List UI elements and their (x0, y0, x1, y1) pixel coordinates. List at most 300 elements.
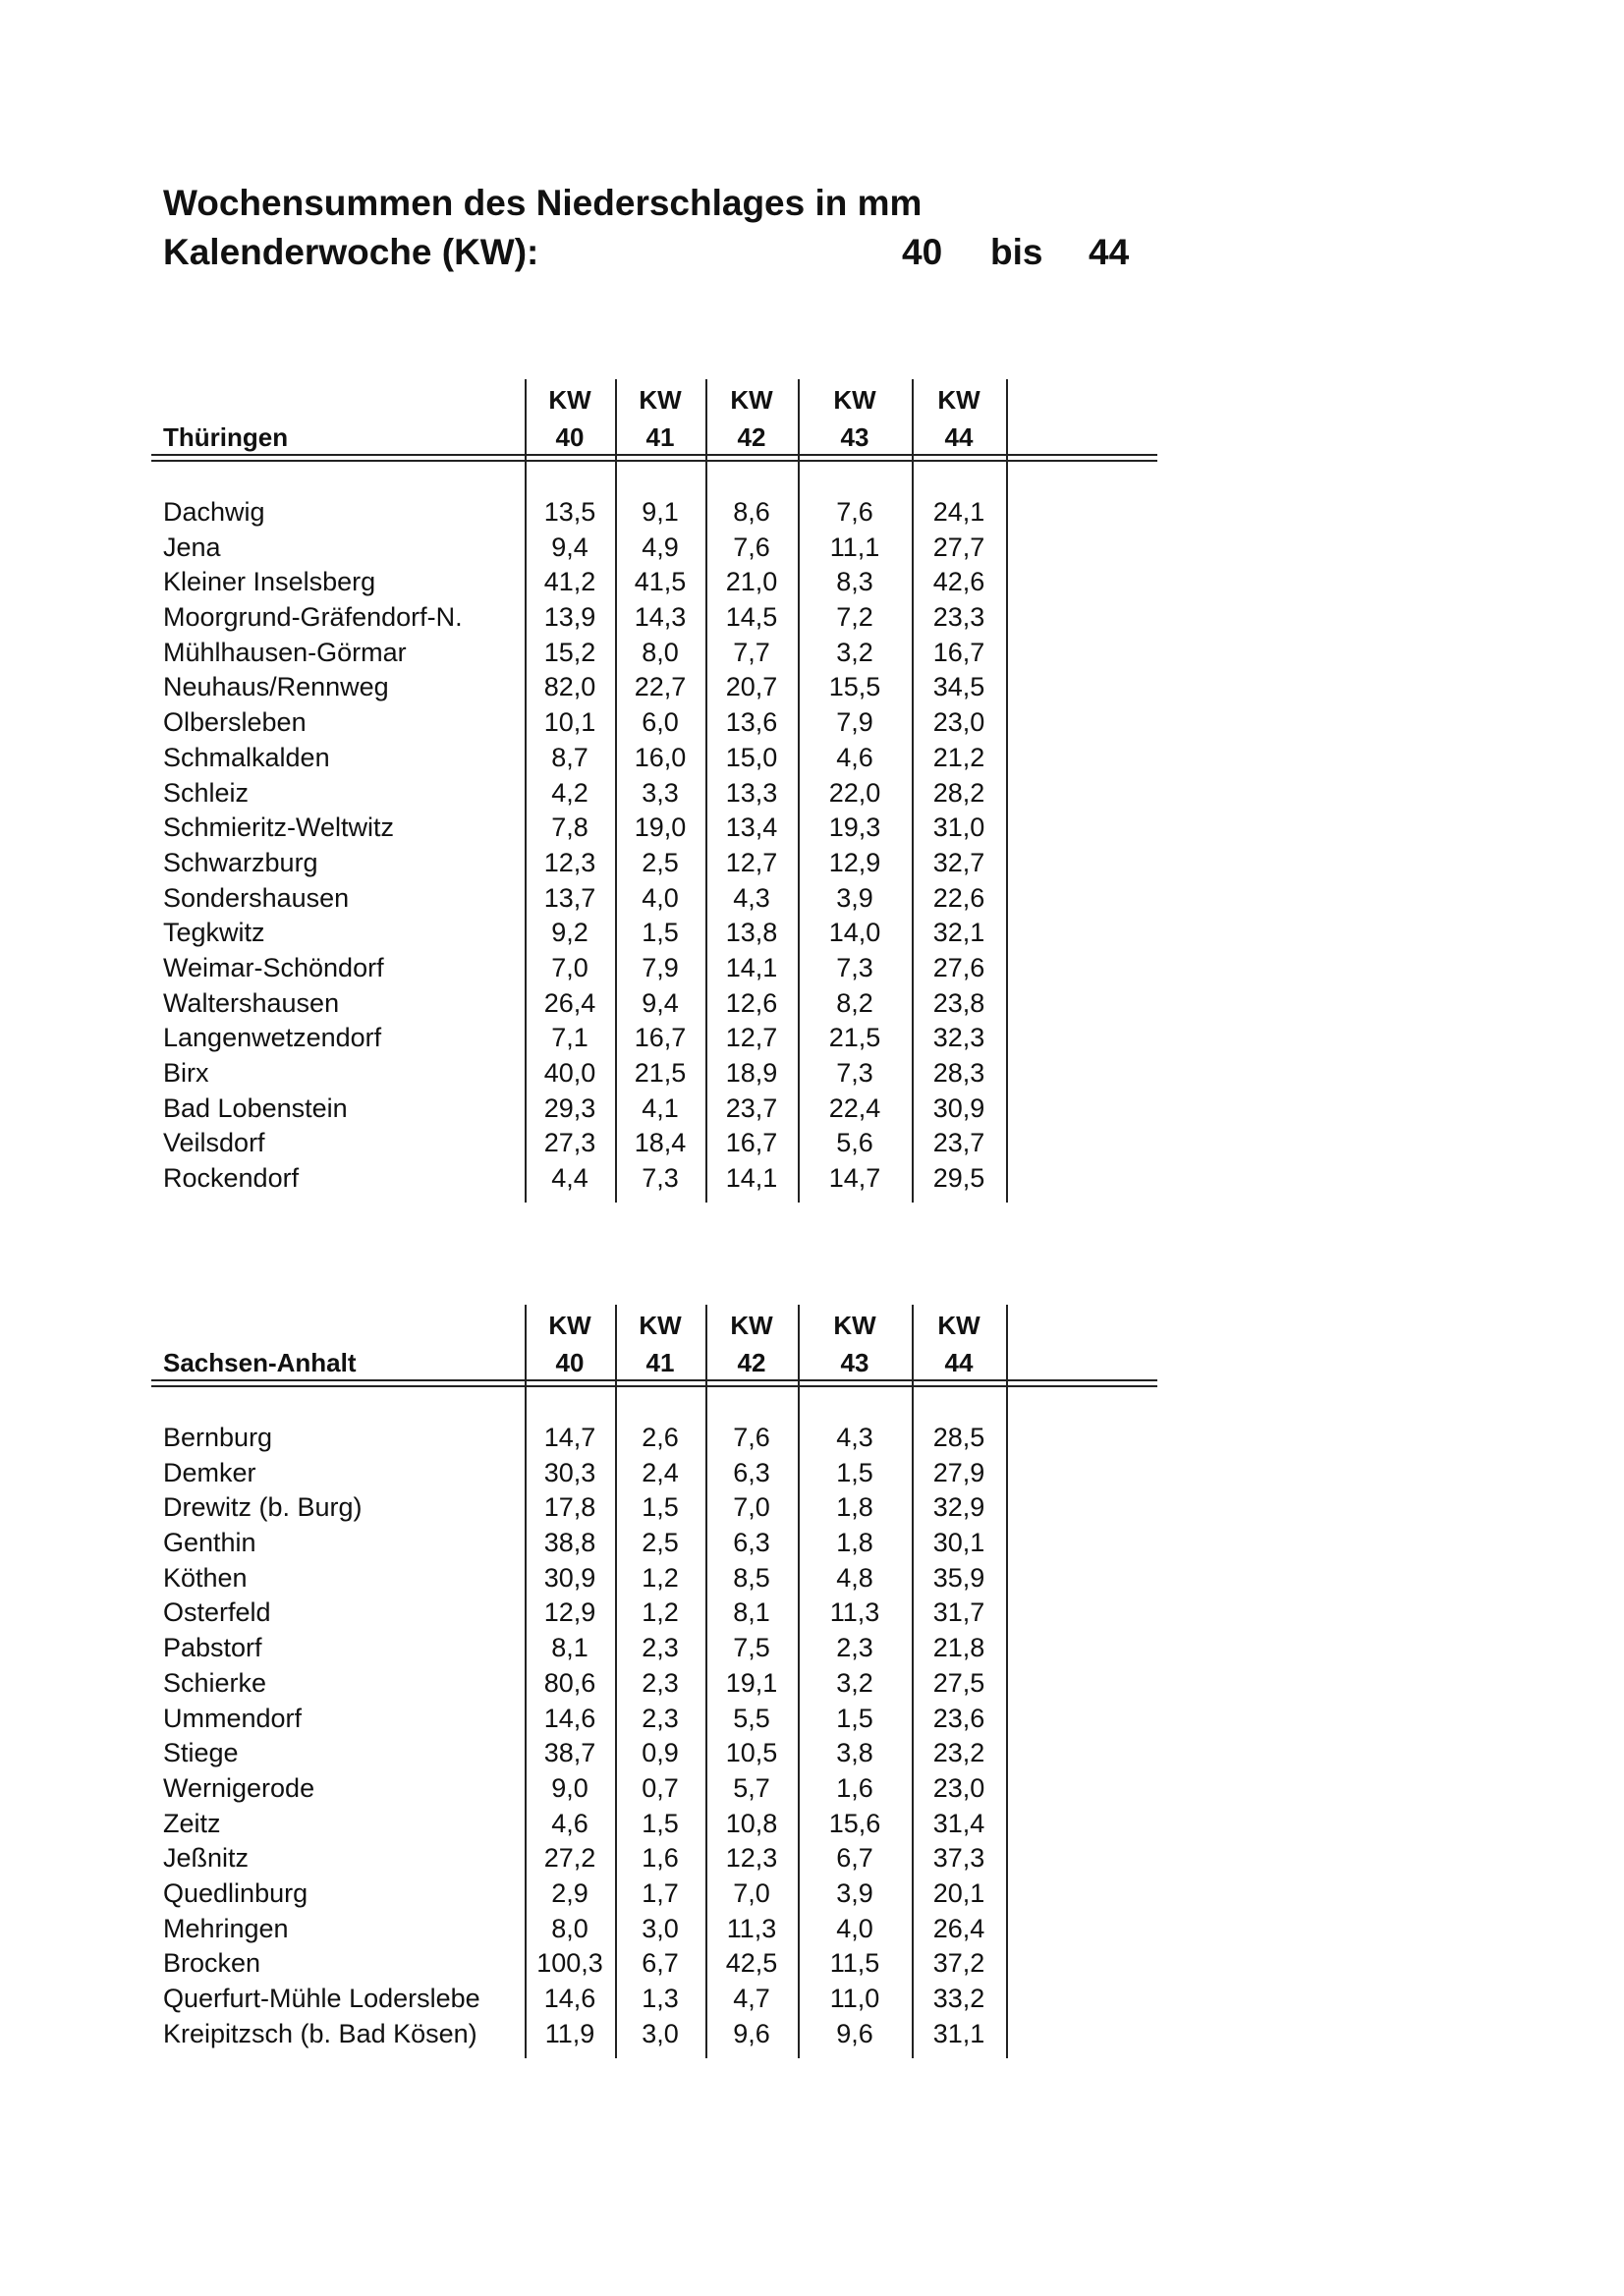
precipitation-value: 30,1 (932, 1528, 985, 1558)
precipitation-value: 21,0 (725, 567, 778, 597)
precipitation-value: 23,8 (932, 987, 985, 1018)
table-row (151, 1666, 1159, 1702)
table-row (151, 1771, 1159, 1807)
precipitation-value: 8,6 (733, 497, 770, 527)
precipitation-value: 2,3 (642, 1667, 679, 1698)
precipitation-value: 9,6 (733, 2018, 770, 2048)
station-name: Schmieritz-Weltwitz (163, 812, 395, 843)
table-row (151, 741, 1159, 776)
precipitation-value: 0,7 (642, 1772, 679, 1803)
column-header-week: 44 (944, 422, 974, 452)
precipitation-value: 3,2 (836, 637, 873, 667)
table-row (151, 531, 1159, 566)
station-name: Neuhaus/Rennweg (163, 672, 389, 702)
precipitation-value: 31,4 (932, 1808, 985, 1838)
precipitation-value: 9,6 (836, 2018, 873, 2048)
station-name: Rockendorf (163, 1163, 300, 1194)
table-row (151, 1596, 1159, 1631)
precipitation-value: 8,2 (836, 987, 873, 1018)
precipitation-value: 4,3 (733, 882, 770, 913)
precipitation-value: 41,5 (634, 567, 687, 597)
table-row (151, 986, 1159, 1022)
station-name: Bernburg (163, 1423, 273, 1452)
precipitation-value: 27,7 (932, 532, 985, 562)
table-row (151, 1736, 1159, 1771)
column-header-kw: KW (833, 385, 876, 415)
precipitation-value: 12,6 (725, 987, 778, 1018)
precipitation-value: 4,8 (836, 1562, 873, 1593)
precipitation-value: 13,6 (725, 707, 778, 738)
precipitation-value: 1,6 (642, 1843, 679, 1874)
precipitation-value: 18,9 (725, 1058, 778, 1088)
table-row (151, 776, 1159, 812)
precipitation-value: 1,2 (642, 1597, 679, 1628)
station-name: Dachwig (163, 497, 265, 527)
station-name: Olbersleben (163, 707, 307, 738)
calendar-week-to: 44 (1089, 232, 1130, 272)
precipitation-value: 4,0 (642, 882, 679, 913)
precipitation-value: 15,2 (543, 637, 596, 667)
precipitation-value: 1,2 (642, 1562, 679, 1593)
precipitation-value: 42,5 (725, 1948, 778, 1979)
precipitation-value: 13,9 (543, 602, 596, 633)
table-row (151, 1126, 1159, 1161)
precipitation-value: 16,7 (932, 637, 985, 667)
column-header-kw: KW (639, 385, 682, 415)
precipitation-value: 22,7 (634, 672, 687, 702)
precipitation-value: 22,4 (828, 1092, 881, 1123)
precipitation-value: 30,9 (543, 1562, 596, 1593)
station-name: Osterfeld (163, 1597, 271, 1628)
table-row (151, 1161, 1159, 1197)
precipitation-value: 3,0 (642, 1913, 679, 1943)
precipitation-value: 28,5 (932, 1423, 985, 1452)
station-name: Stiege (163, 1738, 239, 1768)
precipitation-value: 29,5 (932, 1163, 985, 1194)
precipitation-value: 32,9 (932, 1492, 985, 1523)
precipitation-value: 9,1 (642, 497, 679, 527)
station-name: Mühlhausen-Görmar (163, 637, 407, 667)
table-row (151, 1092, 1159, 1127)
precipitation-value: 21,2 (932, 742, 985, 772)
column-header-kw: KW (548, 385, 591, 415)
precipitation-value: 1,6 (836, 1772, 873, 1803)
region-label: Sachsen-Anhalt (163, 1348, 357, 1377)
precipitation-value: 7,9 (642, 952, 679, 982)
precipitation-value: 12,9 (543, 1597, 596, 1628)
precipitation-value: 40,0 (543, 1058, 596, 1088)
table-row (151, 916, 1159, 951)
precipitation-value: 4,0 (836, 1913, 873, 1943)
precipitation-value: 29,3 (543, 1092, 596, 1123)
station-name: Köthen (163, 1562, 248, 1593)
precipitation-value: 1,5 (836, 1457, 873, 1487)
station-name: Demker (163, 1457, 256, 1487)
precipitation-value: 23,6 (932, 1703, 985, 1733)
precipitation-value: 41,2 (543, 567, 596, 597)
table-row (151, 565, 1159, 600)
precipitation-value: 35,9 (932, 1562, 985, 1593)
precipitation-value: 21,8 (932, 1633, 985, 1663)
table-thueringen (151, 379, 1159, 1203)
precipitation-value: 1,5 (642, 918, 679, 948)
precipitation-value: 7,0 (733, 1492, 770, 1523)
precipitation-value: 12,3 (725, 1843, 778, 1874)
precipitation-value: 12,7 (725, 847, 778, 877)
table-row (151, 881, 1159, 917)
precipitation-value: 11,5 (829, 1948, 880, 1979)
precipitation-value: 14,0 (828, 918, 881, 948)
column-header-kw: KW (833, 1311, 876, 1340)
precipitation-value: 1,3 (642, 1984, 679, 2013)
precipitation-value: 13,5 (543, 497, 596, 527)
precipitation-value: 9,4 (642, 987, 679, 1018)
station-name: Veilsdorf (163, 1128, 265, 1158)
precipitation-value: 2,3 (642, 1703, 679, 1733)
table-row (151, 1631, 1159, 1666)
precipitation-value: 3,3 (642, 777, 679, 808)
precipitation-value: 5,7 (733, 1772, 770, 1803)
precipitation-value: 22,0 (828, 777, 881, 808)
precipitation-value: 22,6 (932, 882, 985, 913)
table-row (151, 846, 1159, 881)
precipitation-value: 7,6 (733, 1423, 770, 1452)
precipitation-value: 19,1 (725, 1667, 778, 1698)
table-row (151, 1946, 1159, 1982)
precipitation-value: 28,3 (932, 1058, 985, 1088)
station-name: Sondershausen (163, 882, 350, 913)
table-row (151, 1526, 1159, 1561)
precipitation-value: 20,1 (932, 1877, 985, 1908)
region-label: Thüringen (163, 422, 289, 452)
precipitation-value: 4,6 (836, 742, 873, 772)
column-header-week: 41 (645, 422, 675, 452)
precipitation-value: 33,2 (932, 1984, 985, 2013)
precipitation-value: 28,2 (932, 777, 985, 808)
table-row (151, 1021, 1159, 1056)
table-body (151, 1421, 1159, 2051)
precipitation-value: 14,7 (828, 1163, 881, 1194)
station-name: Schierke (163, 1667, 267, 1698)
precipitation-value: 11,0 (829, 1984, 880, 2013)
precipitation-value: 17,8 (543, 1492, 596, 1523)
station-name: Tegkwitz (163, 918, 265, 948)
calendar-week-label: Kalenderwoche (KW): (163, 232, 539, 272)
column-header-kw: KW (937, 385, 980, 415)
precipitation-value: 82,0 (543, 672, 596, 702)
column-header-kw: KW (937, 1311, 980, 1340)
precipitation-value: 4,1 (642, 1092, 679, 1123)
header-rule (151, 1385, 1157, 1387)
precipitation-value: 23,2 (932, 1738, 985, 1768)
precipitation-value: 23,7 (725, 1092, 778, 1123)
precipitation-value: 31,1 (932, 2018, 985, 2048)
precipitation-value: 7,3 (642, 1163, 679, 1194)
table-row (151, 1421, 1159, 1456)
precipitation-value: 7,3 (836, 1058, 873, 1088)
precipitation-value: 3,9 (836, 882, 873, 913)
document-title: Wochensummen des Niederschlages in mm (163, 183, 923, 223)
precipitation-value: 21,5 (634, 1058, 687, 1088)
column-header-kw: KW (730, 385, 773, 415)
precipitation-value: 18,4 (634, 1128, 687, 1158)
precipitation-value: 15,0 (725, 742, 778, 772)
precipitation-value: 14,3 (634, 602, 687, 633)
precipitation-value: 5,6 (836, 1128, 873, 1158)
precipitation-value: 12,3 (543, 847, 596, 877)
precipitation-value: 10,5 (725, 1738, 778, 1768)
station-name: Birx (163, 1058, 209, 1088)
column-header-week: 43 (840, 422, 869, 452)
precipitation-value: 4,9 (642, 532, 679, 562)
precipitation-value: 23,0 (932, 1772, 985, 1803)
precipitation-value: 30,9 (932, 1092, 985, 1123)
header-rule (151, 1379, 1157, 1381)
precipitation-value: 7,6 (836, 497, 873, 527)
precipitation-value: 7,7 (733, 637, 770, 667)
table-row (151, 600, 1159, 636)
station-name: Genthin (163, 1528, 256, 1558)
precipitation-value: 8,0 (551, 1913, 588, 1943)
precipitation-value: 3,0 (642, 2018, 679, 2048)
station-name: Ummendorf (163, 1703, 303, 1733)
column-header-week: 42 (737, 422, 766, 452)
precipitation-value: 14,1 (725, 1163, 778, 1194)
table-row (151, 1912, 1159, 1947)
precipitation-value: 11,3 (726, 1913, 777, 1943)
precipitation-value: 13,4 (725, 812, 778, 843)
precipitation-value: 2,5 (642, 1528, 679, 1558)
precipitation-value: 27,6 (932, 952, 985, 982)
precipitation-value: 23,0 (932, 707, 985, 738)
precipitation-value: 16,7 (634, 1023, 687, 1053)
column-header-week: 44 (944, 1348, 974, 1377)
calendar-week-bis: bis (990, 232, 1043, 272)
precipitation-value: 26,4 (543, 987, 596, 1018)
precipitation-value: 37,2 (932, 1948, 985, 1979)
precipitation-value: 8,1 (733, 1597, 770, 1628)
precipitation-value: 10,1 (543, 707, 596, 738)
precipitation-value: 42,6 (932, 567, 985, 597)
precipitation-value: 31,0 (932, 812, 985, 843)
header-rule (151, 460, 1157, 462)
precipitation-value: 8,5 (733, 1562, 770, 1593)
precipitation-value: 7,5 (733, 1633, 770, 1663)
station-name: Pabstorf (163, 1633, 262, 1663)
table-row (151, 636, 1159, 671)
station-name: Moorgrund-Gräfendorf-N. (163, 602, 463, 633)
precipitation-value: 23,3 (932, 602, 985, 633)
precipitation-value: 14,6 (543, 1984, 596, 2013)
precipitation-value: 8,3 (836, 567, 873, 597)
precipitation-value: 1,7 (642, 1877, 679, 1908)
precipitation-value: 7,3 (836, 952, 873, 982)
header-rule (151, 454, 1157, 456)
table-sachsen-anhalt (151, 1305, 1159, 2058)
precipitation-value: 14,6 (543, 1703, 596, 1733)
precipitation-value: 7,9 (836, 707, 873, 738)
precipitation-value: 21,5 (828, 1023, 881, 1053)
column-header-kw: KW (730, 1311, 773, 1340)
precipitation-value: 13,8 (725, 918, 778, 948)
precipitation-value: 11,1 (829, 532, 880, 562)
precipitation-value: 4,7 (733, 1984, 770, 2013)
table-body (151, 495, 1159, 1197)
precipitation-value: 4,6 (551, 1808, 588, 1838)
table-row (151, 1982, 1159, 2017)
precipitation-value: 9,2 (551, 918, 588, 948)
station-name: Kreipitzsch (b. Bad Kösen) (163, 2018, 477, 2048)
precipitation-value: 16,7 (725, 1128, 778, 1158)
station-name: Schwarzburg (163, 847, 318, 877)
precipitation-value: 14,7 (543, 1423, 596, 1452)
precipitation-value: 27,2 (543, 1843, 596, 1874)
precipitation-value: 6,0 (642, 707, 679, 738)
precipitation-value: 8,0 (642, 637, 679, 667)
precipitation-value: 2,9 (551, 1877, 588, 1908)
precipitation-value: 32,3 (932, 1023, 985, 1053)
precipitation-value: 19,0 (634, 812, 687, 843)
precipitation-value: 24,1 (932, 497, 985, 527)
precipitation-value: 23,7 (932, 1128, 985, 1158)
column-header-week: 43 (840, 1348, 869, 1377)
precipitation-value: 6,3 (733, 1457, 770, 1487)
column-header-week: 40 (555, 422, 585, 452)
precipitation-value: 15,6 (828, 1808, 881, 1838)
station-name: Bad Lobenstein (163, 1092, 348, 1123)
station-name: Schleiz (163, 777, 250, 808)
table-row (151, 1807, 1159, 1842)
table-row (151, 951, 1159, 986)
table-row (151, 1841, 1159, 1876)
station-name: Jena (163, 532, 221, 562)
precipitation-value: 32,7 (932, 847, 985, 877)
table-row (151, 1876, 1159, 1912)
precipitation-value: 1,8 (836, 1528, 873, 1558)
station-name: Langenwetzendorf (163, 1023, 382, 1053)
precipitation-value: 7,0 (733, 1877, 770, 1908)
precipitation-value: 2,5 (642, 847, 679, 877)
table-row (151, 1561, 1159, 1596)
table-row (151, 811, 1159, 846)
precipitation-value: 3,8 (836, 1738, 873, 1768)
precipitation-value: 20,7 (725, 672, 778, 702)
precipitation-value: 2,3 (836, 1633, 873, 1663)
precipitation-value: 11,3 (829, 1597, 880, 1628)
column-header-week: 41 (645, 1348, 675, 1377)
station-name: Waltershausen (163, 987, 340, 1018)
column-header-kw: KW (548, 1311, 591, 1340)
precipitation-value: 1,8 (836, 1492, 873, 1523)
table-row (151, 1490, 1159, 1526)
precipitation-value: 80,6 (543, 1667, 596, 1698)
station-name: Weimar-Schöndorf (163, 952, 384, 982)
precipitation-value: 1,5 (642, 1808, 679, 1838)
table-row (151, 1702, 1159, 1737)
precipitation-value: 9,0 (551, 1772, 588, 1803)
precipitation-value: 7,6 (733, 532, 770, 562)
calendar-week-from: 40 (902, 232, 943, 272)
precipitation-value: 100,3 (536, 1948, 603, 1979)
precipitation-value: 0,9 (642, 1738, 679, 1768)
precipitation-value: 26,4 (932, 1913, 985, 1943)
precipitation-value: 11,9 (544, 2018, 595, 2048)
precipitation-value: 7,1 (551, 1023, 588, 1053)
precipitation-value: 5,5 (733, 1703, 770, 1733)
precipitation-value: 13,3 (725, 777, 778, 808)
precipitation-value: 3,9 (836, 1877, 873, 1908)
precipitation-value: 27,9 (932, 1457, 985, 1487)
precipitation-value: 4,2 (551, 777, 588, 808)
precipitation-value: 4,4 (551, 1163, 588, 1194)
precipitation-value: 6,3 (733, 1528, 770, 1558)
table-row (151, 1056, 1159, 1092)
precipitation-value: 34,5 (932, 672, 985, 702)
precipitation-value: 32,1 (932, 918, 985, 948)
precipitation-value: 38,8 (543, 1528, 596, 1558)
station-name: Kleiner Inselsberg (163, 567, 376, 597)
station-name: Querfurt-Mühle Loderslebe (163, 1984, 480, 2013)
table-row (151, 670, 1159, 705)
precipitation-value: 7,0 (551, 952, 588, 982)
precipitation-value: 31,7 (932, 1597, 985, 1628)
precipitation-value: 37,3 (932, 1843, 985, 1874)
station-name: Jeßnitz (163, 1843, 250, 1874)
precipitation-value: 2,4 (642, 1457, 679, 1487)
precipitation-value: 10,8 (725, 1808, 778, 1838)
precipitation-value: 12,9 (828, 847, 881, 877)
precipitation-value: 27,3 (543, 1128, 596, 1158)
precipitation-value: 13,7 (543, 882, 596, 913)
column-header-week: 42 (737, 1348, 766, 1377)
precipitation-value: 6,7 (836, 1843, 873, 1874)
station-name: Zeitz (163, 1808, 221, 1838)
station-name: Brocken (163, 1948, 261, 1979)
precipitation-value: 7,8 (551, 812, 588, 843)
column-header-kw: KW (639, 1311, 682, 1340)
table-row (151, 705, 1159, 741)
precipitation-value: 3,2 (836, 1667, 873, 1698)
column-header-week: 40 (555, 1348, 585, 1377)
precipitation-value: 38,7 (543, 1738, 596, 1768)
table-row (151, 2017, 1159, 2052)
precipitation-value: 1,5 (836, 1703, 873, 1733)
precipitation-value: 2,3 (642, 1633, 679, 1663)
station-name: Drewitz (b. Burg) (163, 1492, 363, 1523)
precipitation-value: 14,1 (725, 952, 778, 982)
precipitation-value: 1,5 (642, 1492, 679, 1523)
station-name: Schmalkalden (163, 742, 330, 772)
precipitation-value: 15,5 (828, 672, 881, 702)
precipitation-value: 16,0 (634, 742, 687, 772)
precipitation-value: 30,3 (543, 1457, 596, 1487)
precipitation-value: 2,6 (642, 1423, 679, 1452)
precipitation-value: 9,4 (551, 532, 588, 562)
precipitation-value: 7,2 (836, 602, 873, 633)
precipitation-value: 6,7 (642, 1948, 679, 1979)
station-name: Mehringen (163, 1913, 289, 1943)
precipitation-value: 8,7 (551, 742, 588, 772)
precipitation-value: 4,3 (836, 1423, 873, 1452)
precipitation-value: 12,7 (725, 1023, 778, 1053)
precipitation-value: 27,5 (932, 1667, 985, 1698)
table-row (151, 1456, 1159, 1491)
table-row (151, 495, 1159, 531)
precipitation-value: 14,5 (725, 602, 778, 633)
station-name: Quedlinburg (163, 1877, 308, 1908)
precipitation-value: 19,3 (828, 812, 881, 843)
station-name: Wernigerode (163, 1772, 315, 1803)
